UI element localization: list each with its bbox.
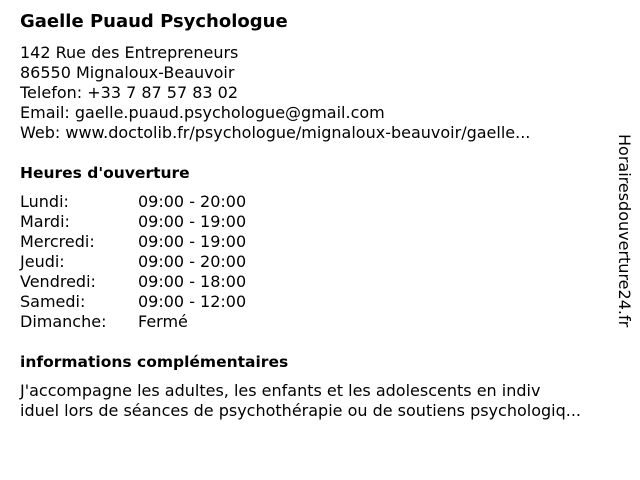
- hours-day: Mardi:: [20, 212, 70, 231]
- hours-row-tuesday: [20, 212, 620, 232]
- hours-time: 09:00 - 19:00: [138, 232, 247, 251]
- hours-row-friday: [20, 272, 620, 292]
- hours-day: Dimanche:: [20, 312, 107, 331]
- hours-row-thursday: [20, 252, 620, 272]
- business-name: Gaelle Puaud Psychologue: [20, 11, 288, 32]
- hours-time: 09:00 - 18:00: [138, 272, 247, 291]
- site-watermark: Horairesdouverture24.fr: [615, 134, 634, 328]
- opening-hours-list: [20, 192, 620, 332]
- web-line: Web: www.doctolib.fr/psychologue/mignaloux-beauvoir/gaelle...: [20, 123, 531, 142]
- hours-time: Fermé: [138, 312, 188, 331]
- email-line: Email: gaelle.puaud.psychologue@gmail.com: [20, 103, 385, 122]
- hours-row-monday: [20, 192, 620, 212]
- address-line-2: 86550 Mignaloux-Beauvoir: [20, 63, 235, 82]
- hours-day: Samedi:: [20, 292, 86, 311]
- hours-day: Jeudi:: [20, 252, 65, 271]
- hours-row-wednesday: [20, 232, 620, 252]
- hours-row-saturday: [20, 292, 620, 312]
- address-line-1: 142 Rue des Entrepreneurs: [20, 43, 239, 62]
- description-line-2: iduel lors de séances de psychothérapie ou de soutiens psychologiq...: [20, 401, 581, 420]
- hours-time: 09:00 - 20:00: [138, 192, 247, 211]
- hours-row-sunday: [20, 312, 620, 332]
- hours-day: Vendredi:: [20, 272, 96, 291]
- additional-info-heading: informations complémentaires: [20, 353, 289, 371]
- phone-line: Telefon: +33 7 87 57 83 02: [20, 83, 239, 102]
- hours-time: 09:00 - 12:00: [138, 292, 247, 311]
- hours-time: 09:00 - 20:00: [138, 252, 247, 271]
- opening-hours-heading: Heures d'ouverture: [20, 164, 190, 182]
- business-card: [20, 10, 620, 421]
- hours-day: Lundi:: [20, 192, 69, 211]
- hours-day: Mercredi:: [20, 232, 95, 251]
- hours-time: 09:00 - 19:00: [138, 212, 247, 231]
- description-line-1: J'accompagne les adultes, les enfants et les adolescents en indiv: [20, 381, 541, 400]
